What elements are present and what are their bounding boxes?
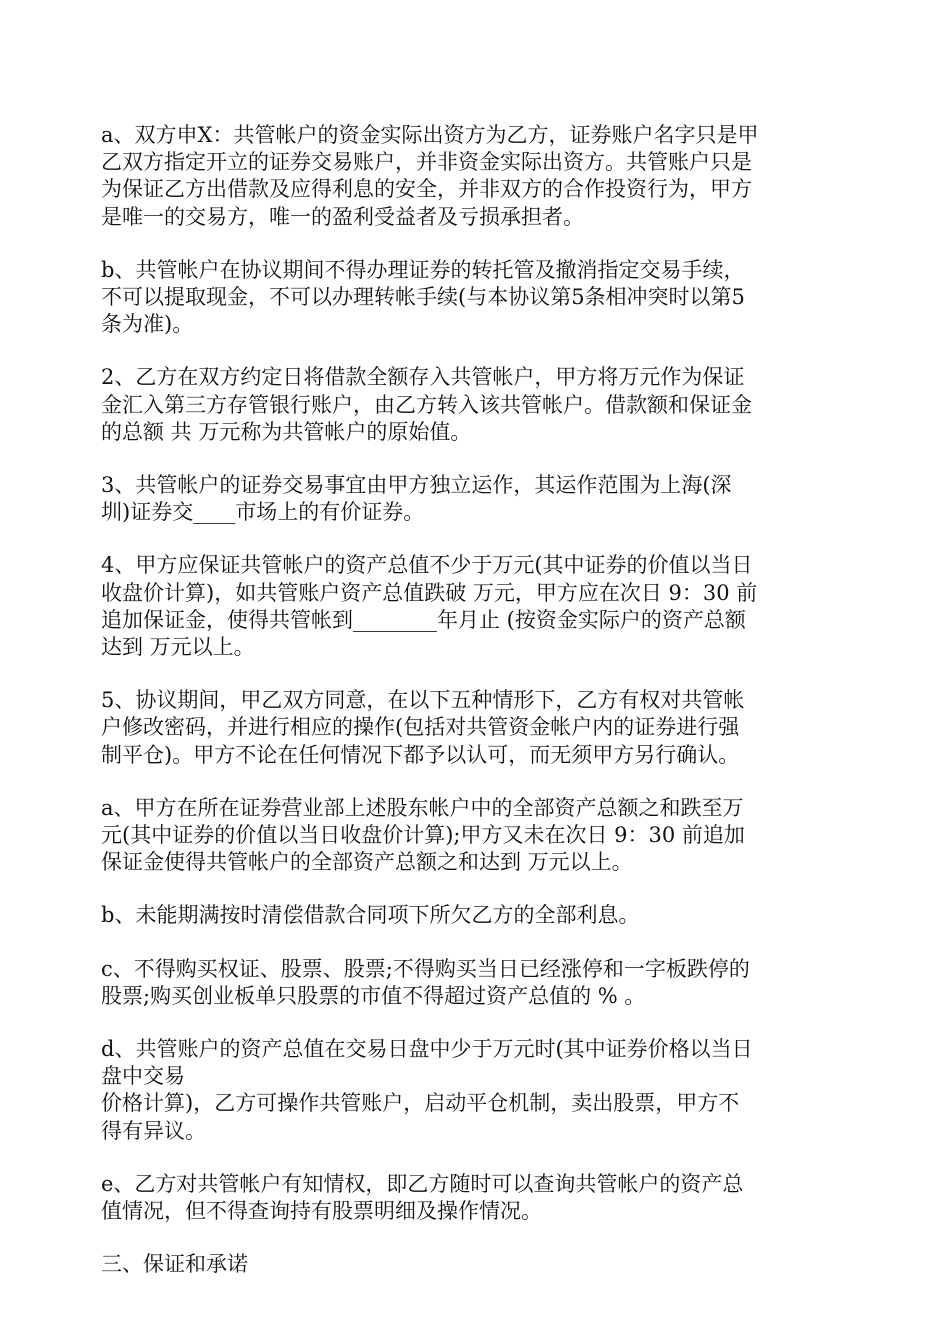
clause-2-deposit: 2、乙方在双方约定日将借款全额存入共管帐户，甲方将万元作为保证 金汇入第三方存管银行账户，由乙方转入该共管帐户。借款额和保证金 的总额 共 万元称为共管帐户的原始值。 (101, 365, 752, 444)
clause-5-forced-liquidation: 5、协议期间，甲乙双方同意，在以下五种情形下，乙方有权对共管帐 户修改密码，并进行相应的操作(包括对共管资金帐户内的证券进行强 制平仓)。甲方不论在任何情况下都予以认可，而无须甲方另行确认。 (101, 688, 745, 767)
clause-5c-purchase-restrictions: c、不得购买权证、股票、股票;不得购买当日已经涨停和一字板跌停的 股票;购买创业板单只股票的市值不得超过资产总值的 % 。 (101, 956, 750, 1008)
clause-5e-right-to-know: e、乙方对共管帐户有知情权，即乙方随时可以查询共管帐户的资产总 值情况，但不得查询持有股票明细及操作情况。 (101, 1171, 744, 1224)
section-heading-guarantees: 三、保证和承诺 (101, 1252, 248, 1277)
clause-a-joint-account-declaration: a、双方申X：共管帐户的资金实际出资方为乙方，证券账户名字只是甲 乙双方指定开立的证券交易账户，并非资金实际出资方。共管账户只是 为保证乙方出借款及应得利息的安全，并非双方的合作投资行为，甲方 是唯一的交易方，唯一的盈利受益者及亏损承担者。 (101, 123, 759, 229)
clause-5a-asset-threshold: a、甲方在所在证券营业部上述股东帐户中的全部资产总额之和跌至万 元(其中证券的价值以当日收盘价计算);甲方又未在次日 9：30 前追加 保证金使得共管帐户的全部资产总额之和达到 万元以上。 (101, 795, 745, 875)
clause-5b-interest-default: b、未能期满按时清偿借款合同项下所欠乙方的全部利息。 (101, 903, 640, 928)
clause-b-account-restrictions: b、共管帐户在协议期间不得办理证券的转托管及撤消指定交易手续， 不可以提取现金，不可以办理转帐手续(与本协议第5条相冲突时以第5 条为准)。 (101, 257, 745, 337)
clause-5d-intraday-liquidation: d、共管账户的资产总值在交易日盘中少于万元时(其中证券价格以当日 盘中交易 价格计算)，乙方可操作共管账户，启动平仓机制，卖出股票，甲方不 得有异议。 (101, 1037, 753, 1143)
clause-4-margin-requirement: 4、甲方应保证共管帐户的资产总值不少于万元(其中证券的价值以当日 收盘价计算)，如共管账户资产总值跌破 万元，甲方应在次日 9：30 前 追加保证金，使得共管帐到________年月止 (按资金实际户的资产总额 达到 万元以上。 (101, 553, 758, 660)
document-page (101, 122, 853, 1305)
clause-3-trading-scope: 3、共管帐户的证券交易事宜由甲方独立运作，其运作范围为上海(深 圳)证券交____市场上的有价证券。 (101, 473, 732, 525)
